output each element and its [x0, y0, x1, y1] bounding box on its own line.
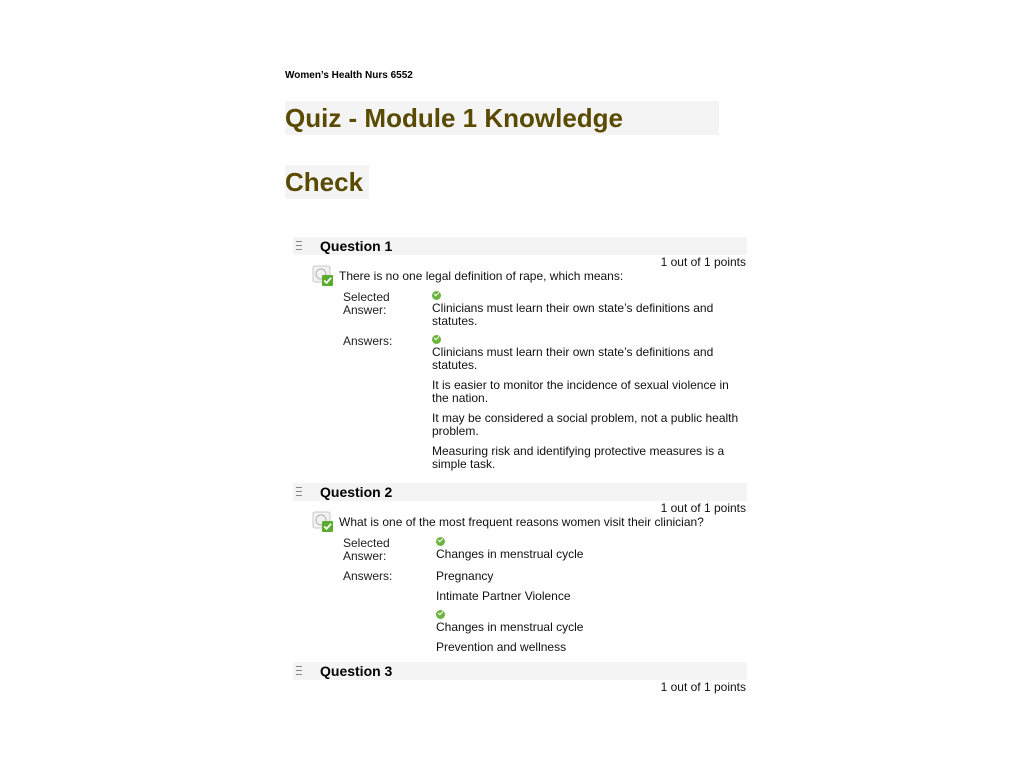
answer-option: [293, 379, 747, 405]
question-text: What is one of the most frequent reasons women visit their clinician?: [339, 515, 704, 529]
question-title: Question 2: [320, 484, 393, 500]
answer-text: Prevention and wellness: [436, 640, 567, 654]
graded-correct-icon: [312, 511, 334, 533]
answer-option: [293, 610, 747, 634]
question-header: [293, 483, 747, 501]
quiz-title-line-2: Check: [285, 165, 369, 199]
answers-label: Answers:: [343, 569, 393, 583]
answer-option: [293, 445, 747, 471]
question-points: 1 out of 1 points: [660, 680, 746, 694]
answer-option: [293, 590, 747, 603]
selected-answer-text: Changes in menstrual cycle: [436, 547, 584, 561]
answer-text: It is easier to monitor the incidence of sexual violence in the nation.: [432, 378, 729, 405]
question-title: Question 3: [320, 663, 393, 679]
answer-option: [293, 570, 747, 583]
question-title: Question 1: [320, 238, 393, 254]
graded-correct-icon: [312, 265, 334, 287]
answer-text: Measuring risk and identifying protective measures is a simple task.: [432, 444, 725, 471]
check-circle-icon: [432, 291, 441, 300]
question-points: 1 out of 1 points: [660, 255, 746, 269]
answer-option: [293, 412, 747, 438]
answer-text: It may be considered a social problem, not a public health problem.: [432, 411, 739, 438]
answer-text: Intimate Partner Violence: [436, 589, 571, 603]
answers-label: Answers:: [343, 334, 393, 348]
check-circle-icon: [436, 537, 445, 546]
selected-answer-row: [293, 291, 747, 328]
drag-handle-icon[interactable]: [296, 241, 302, 251]
question-3: [293, 662, 747, 694]
question-header: [293, 237, 747, 255]
check-circle-icon: [432, 335, 441, 344]
drag-handle-icon[interactable]: [296, 487, 302, 497]
quiz-title-line-1: Quiz - Module 1 Knowledge: [285, 101, 719, 135]
course-title: Women’s Health Nurs 6552: [285, 70, 413, 81]
answer-option: [293, 335, 747, 372]
selected-answer-label: Selected Answer:: [343, 536, 390, 563]
answer-text: Pregnancy: [436, 569, 494, 583]
question-points: 1 out of 1 points: [660, 501, 746, 515]
answer-text: Changes in menstrual cycle: [436, 620, 584, 634]
question-header: [293, 662, 747, 680]
drag-handle-icon[interactable]: [296, 666, 302, 676]
selected-answer-text: Clinicians must learn their own state’s definitions and statutes.: [432, 301, 714, 328]
selected-answer-label: Selected Answer:: [343, 290, 390, 317]
question-text: There is no one legal definition of rape, which means:: [339, 269, 624, 283]
selected-answer-row: [293, 537, 747, 561]
answer-option: [293, 641, 747, 654]
answer-text: Clinicians must learn their own state’s definitions and statutes.: [432, 345, 714, 372]
question-1: [293, 237, 747, 471]
question-2: [293, 483, 747, 654]
check-circle-icon: [436, 610, 445, 619]
